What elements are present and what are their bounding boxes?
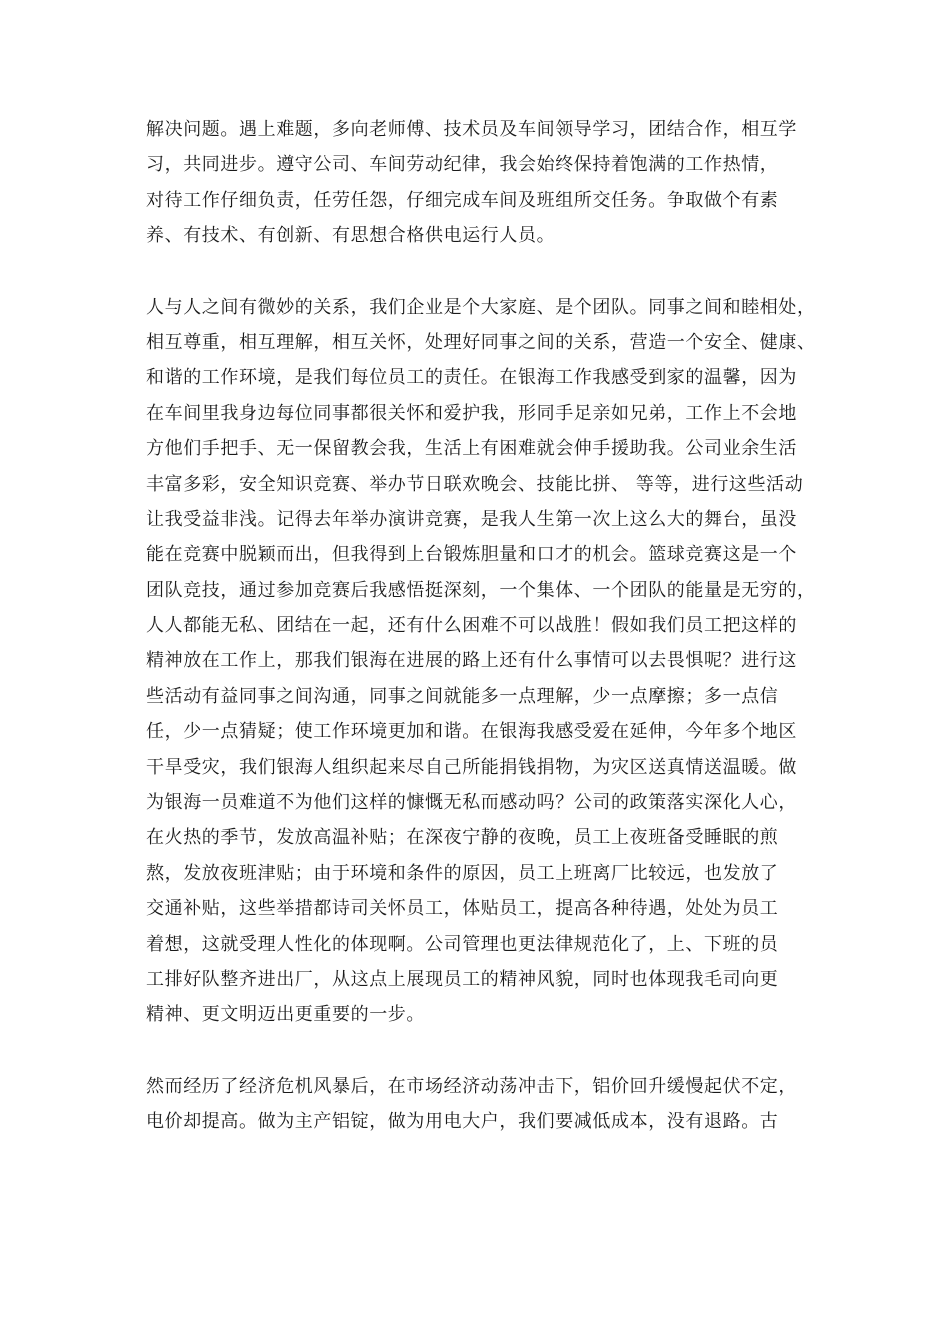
text-line: 然而经历了经济危机风暴后，在市场经济动荡冲击下，铝价回升缓慢起伏不定，: [146, 1075, 797, 1097]
text-line: 能在竞赛中脱颖而出，但我得到上台锻炼胆量和口才的机会。篮球竞赛这是一个: [146, 544, 797, 566]
paragraph-gap: [146, 1033, 810, 1069]
paragraph-2: [146, 290, 816, 1033]
text-line: 工排好队整齐进出厂，从这点上展现员工的精神风貌，同时也体现我毛司向更: [146, 968, 779, 990]
text-line: 对待工作仔细负责，任劳任怨，仔细完成车间及班组所交任务。争取做个有素: [146, 189, 779, 211]
paragraph-3: [146, 1069, 810, 1140]
text-line: 交通补贴，这些举措都诗司关怀员工，体贴员工，提高各种待遇，处处为员工: [146, 898, 779, 920]
text-line: 和谐的工作环境，是我们每位员工的责任。在银海工作我感受到家的温馨，因为: [146, 367, 797, 389]
text-line: 相互尊重，相互理解，相互关怀，处理好同事之间的关系，营造一个安全、健康、: [146, 331, 816, 353]
text-line: 人人都能无私、团结在一起，还有什么困难不可以战胜！假如我们员工把这样的: [146, 615, 797, 637]
text-line: 干旱受灾，我们银海人组织起来尽自己所能捐钱捐物，为灾区送真情送温暖。做: [146, 756, 797, 778]
text-line: 丰富多彩，安全知识竞赛、举办节日联欢晚会、技能比拼、 等等，进行这些活动: [146, 473, 804, 495]
text-line: 让我受益非浅。记得去年举办演讲竞赛，是我人生第一次上这么大的舞台，虽没: [146, 508, 797, 530]
text-line: 着想，这就受理人性化的体现啊。公司管理也更法律规范化了，上、下班的员: [146, 933, 779, 955]
text-line: 解决问题。遇上难题，多向老师傅、技术员及车间领导学习，团结合作，相互学: [146, 119, 797, 140]
text-line: 精神放在工作上，那我们银海在进展的路上还有什么事情可以去畏惧呢？进行这: [146, 650, 797, 672]
text-line: 养、有技术、有创新、有思想合格供电运行人员。: [146, 225, 556, 247]
text-line: 精神、更文明迈出更重要的一步。: [146, 1004, 425, 1026]
paragraph-gap: [146, 254, 810, 290]
text-line: 在车间里我身边每位同事都很关怀和爱护我，形同手足亲如兄弟，工作上不会地: [146, 402, 797, 424]
text-line: 任，少一点猜疑；使工作环境更加和谐。在银海我感受爱在延伸，今年多个地区: [146, 721, 797, 743]
document-body: [146, 112, 816, 1140]
text-line: 电价却提高。做为主产铝锭，做为用电大户，我们要减低成本，没有退路。古: [146, 1111, 779, 1133]
text-line: 熬，发放夜班津贴；由于环境和条件的原因，员工上班离厂比较远，也发放了: [146, 862, 779, 884]
text-line: 人与人之间有微妙的关系，我们企业是个大家庭、是个团队。同事之间和睦相处，: [146, 296, 816, 318]
text-line: 为银海一员难道不为他们这样的慷慨无私而感动吗？公司的政策落实深化人心，: [146, 792, 797, 814]
text-line: 团队竞技，通过参加竞赛后我感悟挺深刻，一个集体、一个团队的能量是无穷的，: [146, 579, 816, 601]
text-line: 方他们手把手、无一保留教会我，生活上有困难就会伸手援助我。公司业余生活: [146, 438, 797, 460]
text-line: 些活动有益同事之间沟通，同事之间就能多一点理解，少一点摩擦；多一点信: [146, 685, 779, 707]
text-line: 习，共同进步。遵守公司、车间劳动纪律，我会始终保持着饱满的工作热情，: [146, 154, 779, 176]
text-line: 在火热的季节，发放高温补贴；在深夜宁静的夜晚，员工上夜班备受睡眠的煎: [146, 827, 779, 849]
paragraph-1: [146, 112, 810, 254]
